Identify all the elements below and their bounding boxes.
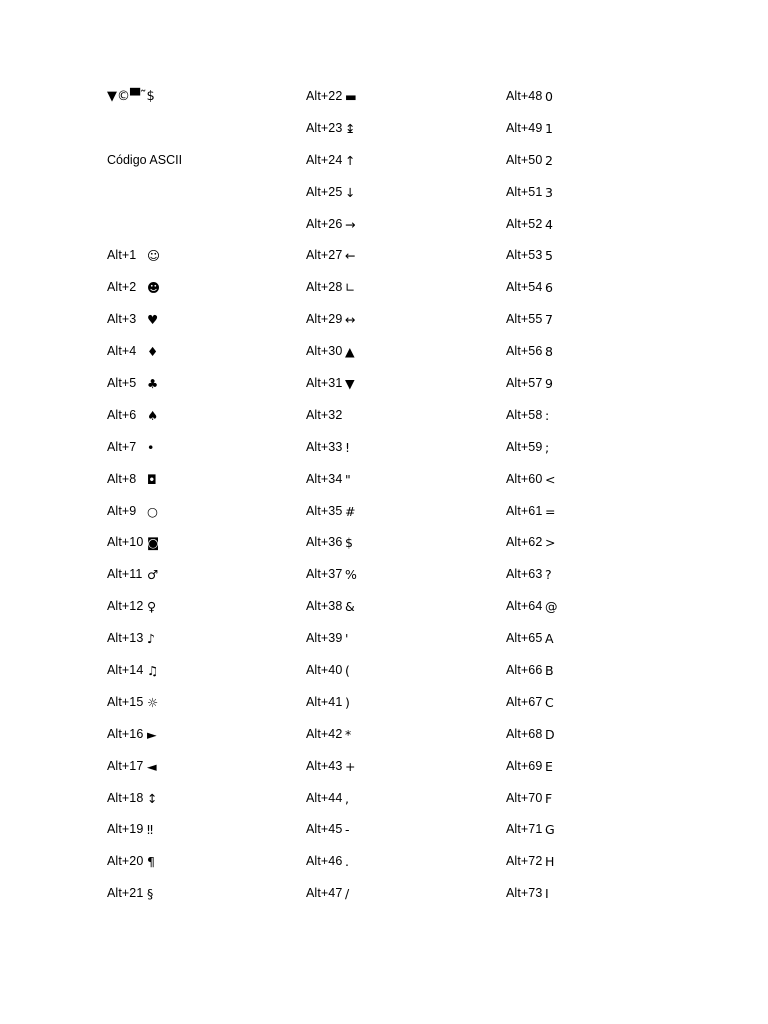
alt-code: Alt+24 — [306, 152, 343, 167]
column-2 — [306, 81, 496, 910]
alt-code: Alt+13 — [107, 631, 144, 646]
page-title: Código ASCII — [107, 152, 183, 167]
alt-code: Alt+55 — [506, 312, 543, 327]
ascii-character: % — [345, 567, 357, 583]
column-2-list — [306, 81, 496, 910]
list-item — [506, 751, 696, 783]
ascii-character: = — [545, 503, 556, 519]
alt-code: Alt+28 — [306, 280, 343, 295]
alt-code: Alt+41 — [306, 694, 343, 709]
ascii-character: ; — [545, 439, 550, 455]
alt-code: Alt+70 — [506, 790, 543, 805]
alt-code: Alt+26 — [306, 216, 343, 231]
alt-code: Alt+46 — [306, 854, 343, 869]
list-item — [107, 432, 297, 464]
alt-code: Alt+18 — [107, 790, 144, 805]
ascii-character: ‼ — [147, 822, 154, 838]
alt-code: Alt+51 — [506, 184, 543, 199]
list-item — [506, 304, 696, 336]
list-item — [306, 623, 496, 655]
ascii-character: → — [345, 216, 356, 232]
list-item — [306, 846, 496, 878]
list-item — [107, 751, 297, 783]
alt-code: Alt+25 — [306, 184, 343, 199]
ascii-character: ! — [345, 439, 351, 455]
list-item — [506, 240, 696, 272]
ascii-character: * — [345, 726, 352, 742]
alt-code: Alt+29 — [306, 312, 343, 327]
ascii-character: # — [345, 503, 356, 519]
alt-code: Alt+60 — [506, 471, 543, 486]
ascii-character: , — [345, 790, 349, 806]
ascii-character: ◘ — [147, 471, 157, 487]
list-item — [506, 272, 696, 304]
ascii-character: ♫ — [147, 663, 159, 679]
list-item — [306, 368, 496, 400]
list-item — [306, 209, 496, 241]
list-item — [506, 623, 696, 655]
alt-code: Alt+20 — [107, 854, 144, 869]
list-item — [306, 655, 496, 687]
list-item — [506, 687, 696, 719]
alt-code: Alt+58 — [506, 407, 543, 422]
list-item — [306, 878, 496, 910]
list-item — [107, 400, 297, 432]
alt-code: Alt+22 — [306, 89, 343, 103]
ascii-character: ' — [345, 631, 349, 647]
ascii-character: ♪ — [147, 631, 155, 647]
alt-code: Alt+32 — [306, 407, 343, 422]
alt-code: Alt+16 — [107, 726, 144, 741]
alt-code: Alt+67 — [506, 694, 543, 709]
alt-code: Alt+57 — [506, 376, 543, 391]
alt-code: Alt+27 — [306, 248, 343, 263]
ascii-character: ← — [345, 248, 356, 264]
column-1-list — [107, 240, 297, 910]
ascii-character: H — [545, 854, 555, 870]
alt-code: Alt+42 — [306, 726, 343, 741]
list-item — [506, 846, 696, 878]
ascii-character: ☺ — [147, 248, 161, 264]
list-item — [107, 878, 297, 910]
list-item — [506, 655, 696, 687]
list-item — [306, 400, 496, 432]
list-item — [306, 719, 496, 751]
ascii-character: ▼ — [345, 376, 355, 392]
ascii-character: ◄ — [147, 758, 157, 774]
list-item — [306, 559, 496, 591]
list-item — [306, 496, 496, 528]
alt-code: Alt+65 — [506, 631, 543, 646]
list-item — [107, 240, 297, 272]
list-item — [506, 591, 696, 623]
ascii-character: @ — [545, 599, 558, 615]
ascii-character: ↕ — [147, 790, 158, 806]
list-item — [306, 591, 496, 623]
ascii-character: A — [545, 631, 554, 647]
ascii-character: ◙ — [147, 535, 160, 551]
ascii-character: 8 — [545, 344, 553, 360]
alt-code: Alt+43 — [306, 758, 343, 773]
alt-code: Alt+64 — [506, 599, 543, 614]
ascii-character: 4 — [545, 216, 553, 232]
list-item — [107, 591, 297, 623]
ascii-character: ♂ — [147, 567, 159, 583]
ascii-character: & — [345, 599, 355, 615]
alt-code: Alt+33 — [306, 439, 343, 454]
list-item — [107, 336, 297, 368]
alt-code: Alt+63 — [506, 567, 543, 582]
ascii-character: 5 — [545, 248, 553, 264]
ascii-character: ♦ — [147, 344, 159, 360]
alt-code: Alt+5 — [107, 376, 137, 391]
ascii-character: ¶ — [147, 854, 155, 870]
ascii-character: • — [147, 439, 155, 455]
header-symbols: ▼©▀˜$ — [107, 89, 155, 104]
ascii-character: ? — [545, 567, 552, 583]
list-item — [506, 209, 696, 241]
ascii-character: > — [545, 535, 556, 551]
alt-code: Alt+34 — [306, 471, 343, 486]
ascii-character: G — [545, 822, 555, 838]
ascii-character: ↔ — [345, 312, 356, 328]
alt-code: Alt+36 — [306, 535, 343, 550]
ascii-character: ▲ — [345, 344, 355, 360]
alt-code: Alt+50 — [506, 152, 543, 167]
alt-code: Alt+71 — [506, 822, 543, 837]
header-title-row — [107, 145, 297, 177]
alt-code: Alt+11 — [107, 567, 143, 582]
list-item — [506, 719, 696, 751]
alt-code: Alt+12 — [107, 599, 144, 614]
ascii-character: $ — [345, 535, 353, 551]
alt-code: Alt+52 — [506, 216, 543, 231]
list-item — [506, 527, 696, 559]
ascii-character: + — [345, 758, 356, 774]
ascii-character: ☻ — [147, 280, 161, 296]
list-item — [506, 81, 696, 113]
list-item — [506, 113, 696, 145]
alt-code: Alt+59 — [506, 439, 543, 454]
ascii-character: 0 — [545, 89, 553, 104]
ascii-character: . — [345, 854, 349, 870]
ascii-character: F — [545, 790, 553, 806]
list-item — [306, 687, 496, 719]
alt-code: Alt+40 — [306, 663, 343, 678]
list-item — [506, 336, 696, 368]
alt-code: Alt+44 — [306, 790, 343, 805]
ascii-character: ♀ — [147, 599, 157, 615]
column-1 — [107, 81, 297, 910]
list-item — [306, 304, 496, 336]
list-item — [506, 559, 696, 591]
list-item — [306, 751, 496, 783]
list-item — [306, 814, 496, 846]
alt-code: Alt+4 — [107, 344, 137, 359]
alt-code: Alt+1 — [107, 248, 137, 263]
alt-code: Alt+31 — [306, 376, 343, 391]
list-item — [306, 240, 496, 272]
list-item — [306, 783, 496, 815]
alt-code: Alt+7 — [107, 439, 137, 454]
ascii-character: : — [545, 407, 550, 423]
list-item — [306, 177, 496, 209]
ascii-character: ♠ — [147, 407, 159, 423]
list-item — [107, 368, 297, 400]
ascii-character: / — [345, 886, 350, 902]
alt-code: Alt+53 — [506, 248, 543, 263]
list-item — [107, 304, 297, 336]
list-item — [306, 527, 496, 559]
blank-row — [107, 209, 297, 241]
column-3-list — [506, 81, 696, 910]
alt-code: Alt+6 — [107, 407, 137, 422]
list-item — [107, 623, 297, 655]
list-item — [306, 113, 496, 145]
alt-code: Alt+2 — [107, 280, 137, 295]
alt-code: Alt+47 — [306, 886, 343, 901]
list-item — [107, 655, 297, 687]
ascii-character: 6 — [545, 280, 553, 296]
list-item — [107, 496, 297, 528]
alt-code: Alt+69 — [506, 758, 543, 773]
alt-code: Alt+73 — [506, 886, 543, 901]
alt-code: Alt+62 — [506, 535, 543, 550]
list-item — [107, 527, 297, 559]
list-item — [506, 496, 696, 528]
ascii-character: 3 — [545, 184, 553, 200]
list-item — [506, 177, 696, 209]
list-item — [107, 272, 297, 304]
ascii-character: 7 — [545, 312, 553, 328]
ascii-character: ○ — [147, 503, 158, 519]
ascii-character: ↓ — [345, 184, 356, 200]
list-item — [306, 336, 496, 368]
alt-code: Alt+56 — [506, 344, 543, 359]
alt-code: Alt+17 — [107, 758, 144, 773]
list-item — [107, 687, 297, 719]
ascii-character: C — [545, 694, 554, 710]
alt-code: Alt+3 — [107, 312, 137, 327]
list-item — [306, 81, 496, 113]
alt-code: Alt+21 — [107, 886, 144, 901]
ascii-character: ► — [147, 726, 157, 742]
list-item — [107, 783, 297, 815]
list-item — [306, 432, 496, 464]
alt-code: Alt+14 — [107, 663, 144, 678]
ascii-character: " — [345, 471, 351, 487]
list-item — [506, 878, 696, 910]
alt-code: Alt+68 — [506, 726, 543, 741]
ascii-character: I — [545, 886, 549, 902]
list-item — [107, 559, 297, 591]
list-item — [506, 814, 696, 846]
alt-code: Alt+23 — [306, 120, 343, 135]
alt-code: Alt+49 — [506, 120, 543, 135]
ascii-character: ↑ — [345, 152, 356, 168]
list-item — [107, 464, 297, 496]
ascii-character: 9 — [545, 376, 553, 392]
alt-code: Alt+45 — [306, 822, 343, 837]
list-item — [506, 400, 696, 432]
alt-code: Alt+15 — [107, 694, 144, 709]
list-item — [306, 272, 496, 304]
list-item — [306, 145, 496, 177]
ascii-character: ( — [345, 663, 350, 679]
ascii-character: ∟ — [345, 280, 356, 296]
alt-code: Alt+61 — [506, 503, 543, 518]
ascii-character: ) — [345, 694, 350, 710]
list-item — [107, 814, 297, 846]
list-item — [306, 464, 496, 496]
alt-code: Alt+38 — [306, 599, 343, 614]
ascii-character: 1 — [545, 120, 553, 136]
list-item — [506, 368, 696, 400]
alt-code: Alt+39 — [306, 631, 343, 646]
header-symbols-row — [107, 81, 297, 113]
ascii-character: ☼ — [147, 694, 159, 710]
alt-code: Alt+37 — [306, 567, 343, 582]
ascii-character: ♥ — [147, 312, 159, 328]
alt-code: Alt+54 — [506, 280, 543, 295]
ascii-character: § — [147, 886, 154, 902]
ascii-character: ♣ — [147, 376, 159, 392]
alt-code: Alt+19 — [107, 822, 144, 837]
ascii-character: 2 — [545, 152, 553, 168]
ascii-character: D — [545, 726, 555, 742]
list-item — [107, 719, 297, 751]
alt-code: Alt+8 — [107, 471, 137, 486]
alt-code: Alt+10 — [107, 535, 144, 550]
list-item — [506, 783, 696, 815]
alt-code: Alt+30 — [306, 344, 343, 359]
ascii-character: - — [345, 822, 350, 838]
alt-code: Alt+66 — [506, 663, 543, 678]
blank-row — [107, 177, 297, 209]
list-item — [506, 432, 696, 464]
blank-row — [107, 113, 297, 145]
ascii-character: < — [545, 471, 556, 487]
ascii-character: ▬ — [345, 89, 357, 104]
alt-code: Alt+72 — [506, 854, 543, 869]
alt-code: Alt+9 — [107, 503, 137, 518]
list-item — [506, 145, 696, 177]
alt-code: Alt+48 — [506, 89, 543, 103]
ascii-character: E — [545, 758, 553, 774]
ascii-character: ↨ — [345, 120, 356, 136]
alt-code: Alt+35 — [306, 503, 343, 518]
list-item — [107, 846, 297, 878]
list-item — [506, 464, 696, 496]
column-3 — [506, 81, 696, 910]
ascii-character: B — [545, 663, 554, 679]
